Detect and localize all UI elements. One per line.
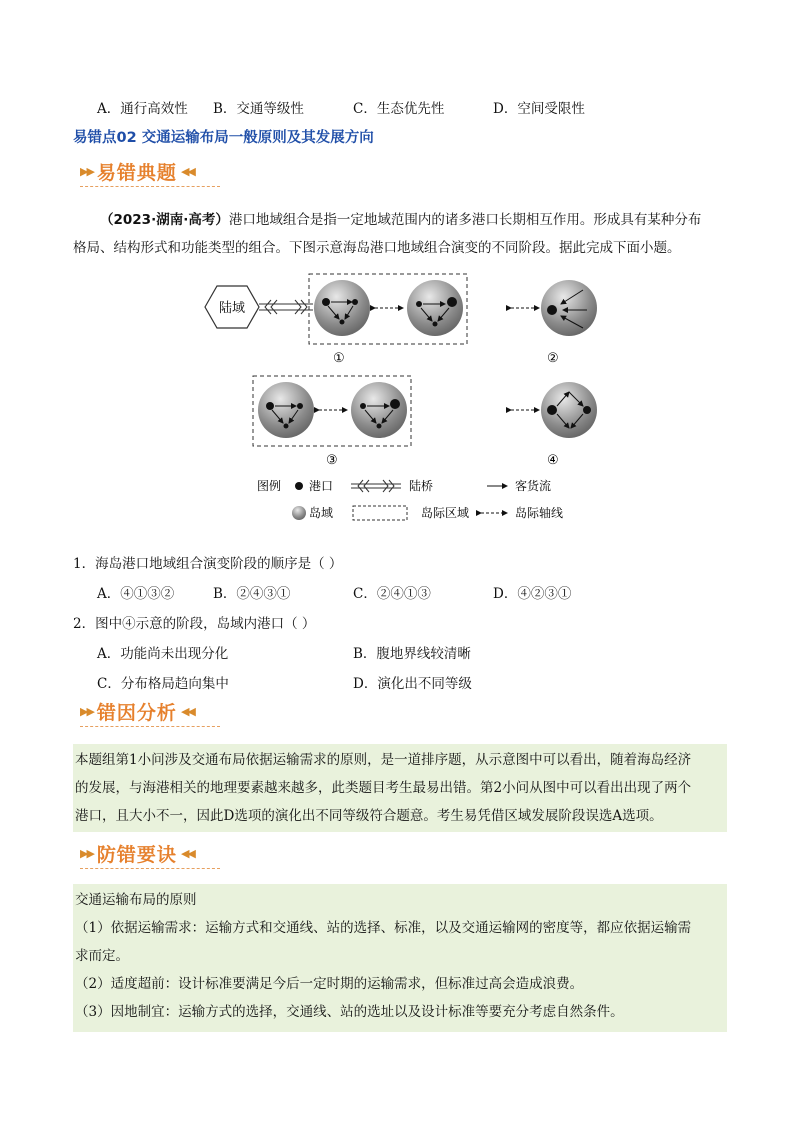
banner-error-analysis xyxy=(80,698,194,725)
banner-left-arrows-icon: ▶▶ xyxy=(80,705,93,718)
q1-option-d[interactable]: D．④②③① xyxy=(493,586,572,602)
legend-land-bridge-icon xyxy=(351,480,401,492)
question-source: （2023·湖南·高考） xyxy=(100,212,229,228)
q2-option-a[interactable]: A．功能尚未出现分化 xyxy=(97,646,229,662)
stage1-island-b xyxy=(407,280,463,336)
top-option-a: A．通行高效性 xyxy=(97,101,188,117)
q1-option-c[interactable]: C．②④①③ xyxy=(353,586,431,602)
q1-option-a[interactable]: A．④①③② xyxy=(97,586,175,602)
banner-left-arrows-icon: ▶▶ xyxy=(80,847,93,860)
banner-right-arrows-icon: ◀◀ xyxy=(180,705,194,718)
land-bridge-line xyxy=(259,300,313,314)
land-label: 陆域 xyxy=(218,300,246,315)
legend-region: 岛际区域 xyxy=(421,506,470,520)
tips-line-2: 求而定。 xyxy=(75,948,129,964)
banner-prevention-tips xyxy=(80,840,194,867)
banner-title: 易错典题 xyxy=(96,162,177,184)
stage3-island-b xyxy=(351,382,407,438)
q2-option-b[interactable]: B．腹地界线较清晰 xyxy=(353,646,471,662)
analysis-line-2: 的发展，与海港相关的地理要素越来越多，此类题目考生最易出错。第2小问从图中可以看出出现了两个 xyxy=(75,780,692,796)
legend-region-icon xyxy=(353,506,407,520)
top-option-d: D．空间受限性 xyxy=(493,101,585,117)
stage1-island-a xyxy=(314,280,370,336)
top-option-b: B．交通等级性 xyxy=(213,101,304,117)
legend-port-icon xyxy=(295,482,303,490)
banner-left-arrows-icon: ▶▶ xyxy=(80,165,93,178)
stage-label-3: ③ xyxy=(326,453,338,468)
land-region xyxy=(205,286,259,328)
tips-line-3: （2）适度超前：设计标准要满足今后一定时期的运输需求，但标准过高会造成浪费。 xyxy=(75,976,584,992)
analysis-line-1: 本题组第1小问涉及交通布局依据运输需求的原则，是一道排序题，从示意图中可以看出，随着海岛经济 xyxy=(75,752,692,768)
banner-typical-question xyxy=(80,158,194,185)
question-intro-line2: 格局、结构形式和功能类型的组合。下图示意海岛港口地域组合演变的不同阶段。据此完成下面小题。 xyxy=(73,240,681,256)
legend-island-icon xyxy=(292,506,306,520)
q2-stem: 2．图中④示意的阶段，岛域内港口（ ） xyxy=(73,616,316,632)
stage2-island xyxy=(541,280,597,336)
banner-right-arrows-icon: ◀◀ xyxy=(180,847,194,860)
stage-label-2: ② xyxy=(547,351,559,366)
banner-title: 防错要诀 xyxy=(96,844,177,866)
legend-island: 岛域 xyxy=(309,506,334,520)
banner-title: 错因分析 xyxy=(96,702,177,724)
question-intro-line1: 港口地域组合是指一定地域范围内的诸多港口长期相互作用。形成具有某种分布 xyxy=(228,212,702,228)
analysis-line-3: 港口，且大小不一，因此D选项的演化出不同等级符合题意。考生易凭借区域发展阶段误选A选项。 xyxy=(75,808,663,824)
stage3-island-a xyxy=(258,382,314,438)
banner-right-arrows-icon: ◀◀ xyxy=(180,165,194,178)
tips-title: 交通运输布局的原则 xyxy=(75,892,197,908)
q2-option-c[interactable]: C．分布格局趋向集中 xyxy=(97,676,229,692)
figure-legend xyxy=(257,478,563,520)
q2-option-d[interactable]: D．演化出不同等级 xyxy=(353,676,472,692)
legend-port: 港口 xyxy=(309,479,334,493)
stage-label-4: ④ xyxy=(547,453,559,468)
section-title: 易错点02 交通运输布局一般原则及其发展方向 xyxy=(73,130,374,146)
legend-title: 图例 xyxy=(257,479,282,493)
legend-land-bridge: 陆桥 xyxy=(409,479,434,493)
stage4-island xyxy=(541,382,597,438)
tips-line-4: （3）因地制宜：运输方式的选择，交通线、站的选址以及设计标准等要充分考虑自然条件。 xyxy=(75,1004,624,1020)
analysis-box xyxy=(73,744,727,832)
top-option-c: C．生态优先性 xyxy=(353,101,445,117)
port-evolution-figure xyxy=(195,272,605,532)
question-intro xyxy=(100,206,740,234)
legend-axis: 岛际轴线 xyxy=(515,506,564,520)
legend-flow: 客货流 xyxy=(515,479,552,493)
q1-option-b[interactable]: B．②④③① xyxy=(213,586,291,602)
stage-label-1: ① xyxy=(333,351,345,366)
tips-line-1: （1）依据运输需求：运输方式和交通线、站的选择、标准，以及交通运输网的密度等，都应依据运输需 xyxy=(75,920,692,936)
q1-stem: 1．海岛港口地域组合演变阶段的顺序是（ ） xyxy=(73,556,343,572)
tips-box xyxy=(73,884,727,1032)
